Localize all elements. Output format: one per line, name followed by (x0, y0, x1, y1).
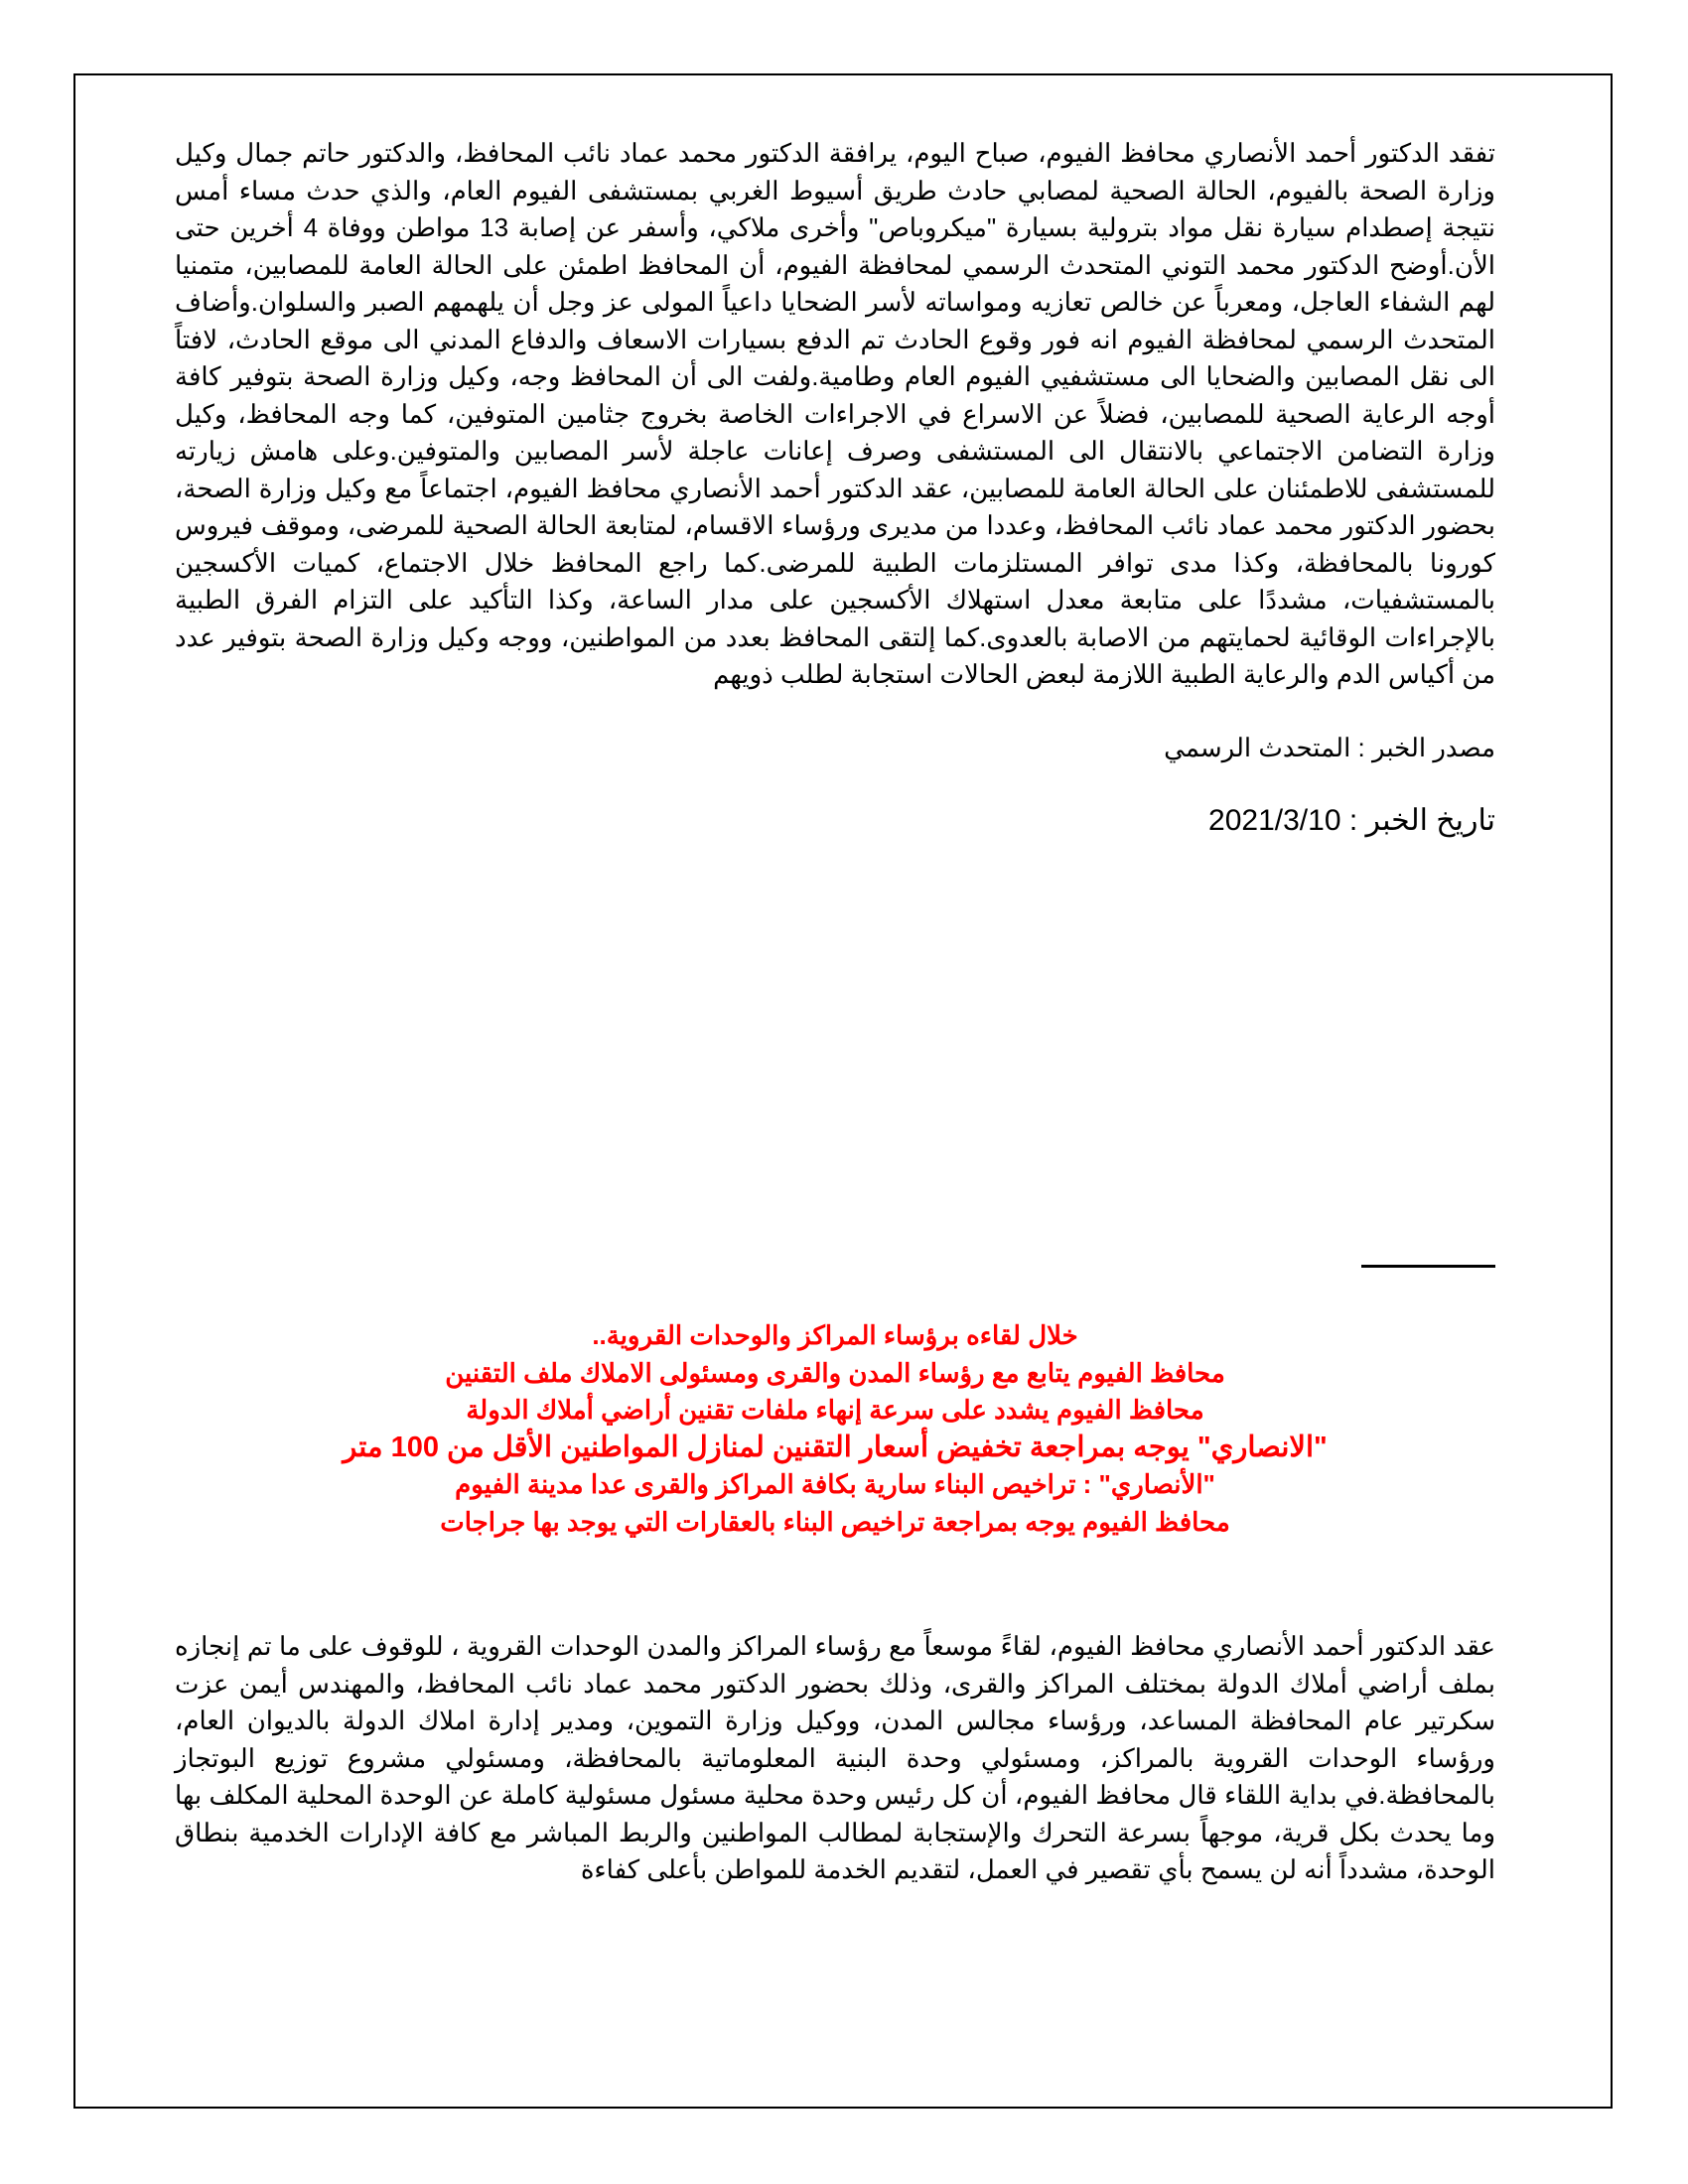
article-1-paragraph: تفقد الدكتور أحمد الأنصاري محافظ الفيوم، صباح اليوم، يرافقة الدكتور محمد عماد نائب المحافظ، والدكتور حاتم جمال وكيل وزارة الصحة بالفيوم، الحالة الصحية لمصابي حادث طريق أسيوط الغربي بمستشفى الفيوم العام، والذي حدث مساء أمس نتيجة إصطدام سيارة نقل مواد بترولية بسيارة "ميكروباص" وأخرى ملاكي، وأسفر عن إصابة 13 مواطن ووفاة 4 أخرين حتى الأن.أوضح الدكتور محمد التوني المتحدث الرسمي لمحافظة الفيوم، أن المحافظ اطمئن على الحالة العامة للمصابين، متمنيا لهم الشفاء العاجل، ومعرباً عن خالص تعازيه ومواساته لأسر الضحايا داعياً المولى عز وجل أن يلهمهم الصبر والسلوان.وأضاف المتحدث الرسمي لمحافظة الفيوم انه فور وقوع الحادث تم الدفع بسيارات الاسعاف والدفاع المدني الى موقع الحادث، لافتاً الى نقل المصابين والضحايا الى مستشفيي الفيوم العام وطامية.ولفت الى أن المحافظ وجه، وكيل وزارة الصحة بتوفير كافة أوجه الرعاية الصحية للمصابين، فضلاً عن الاسراع في الاجراءات الخاصة بخروج جثامين المتوفين، كما وجه المحافظ، وكيل وزارة التضامن الاجتماعي بالانتقال الى المستشفى وصرف إعانات عاجلة لأسر المصابين والمتوفين.وعلى هامش زيارته للمستشفى للاطمئنان على الحالة العامة للمصابين، عقد الدكتور أحمد الأنصاري محافظ الفيوم، اجتماعاً مع وكيل وزارة الصحة، بحضور الدكتور محمد عماد نائب المحافظ، وعددا من مديرى ورؤساء الاقسام، لمتابعة الحالة الصحية للمرضى، وموقف فيروس كورونا بالمحافظة، وكذا مدى توافر المستلزمات الطبية للمرضى.كما راجع المحافظ خلال الاجتماع، كميات الأكسجين بالمستشفيات، مشددًا على متابعة معدل استهلاك الأكسجين على مدار الساعة، وكذا التأكيد على التزام الفرق الطبية بالإجراءات الوقائية لحمايتهم من الاصابة بالعدوى.كما إلتقى المحافظ بعدد من المواطنين، ووجه وكيل وزارة الصحة بتوفير عدد من أكياس الدم والرعاية الطبية اللازمة لبعض الحالات استجابة لطلب ذويهم (175, 138, 1495, 689)
article-2-paragraph: عقد الدكتور أحمد الأنصاري محافظ الفيوم، لقاءً موسعاً مع رؤساء المراكز والمدن الوحدات القروية ، للوقوف على ما تم إنجازه بملف أراضي أملاك الدولة بمختلف المراكز والقرى، وذلك بحضور الدكتور محمد عماد نائب المحافظ، والمهندس أيمن عزت سكرتير عام المحافظة المساعد، ورؤساء مجالس المدن، ووكيل وزارة التموين، ومدير إدارة املاك الدولة بالديوان العام، ورؤساء الوحدات القروية بالمراكز، ومسئولي وحدة البنية المعلوماتية بالمحافظة، ومسئولي مشروع توزيع البوتجاز بالمحافظة.في بداية اللقاء قال محافظ الفيوم، أن كل رئيس وحدة محلية مسئول مسئولية كاملة عن الوحدة المحلية المكلف بها وما يحدث بكل قرية، موجهاً بسرعة التحرك والإستجابة لمطالب المواطنين والربط المباشر مع كافة الإدارات الخدمية بنطاق الوحدة، مشدداً أنه لن يسمح بأي تقصير في العمل، لتقديم الخدمة للمواطن بأعلى كفاءة (175, 1631, 1495, 1884)
article-2-headlines (175, 1317, 1495, 1541)
news-source: مصدر الخبر : المتحدث الرسمي (1164, 732, 1495, 762)
section-divider (1361, 1265, 1495, 1268)
headline-6: محافظ الفيوم يوجه بمراجعة تراخيص البناء بالعقارات التي يوجد بها جراجات (440, 1506, 1230, 1537)
headline-1: خلال لقاءه برؤساء المراكز والوحدات القروية.. (592, 1320, 1078, 1350)
headline-3: محافظ الفيوم يشدد على سرعة إنهاء ملفات تقنين أراضي أملاك الدولة (466, 1395, 1204, 1425)
document-page (175, 135, 1495, 839)
headline-5: "الأنصاري" : تراخيص البناء سارية بكافة المراكز والقرى عدا مدينة الفيوم (455, 1469, 1215, 1499)
headline-4: "الانصاري" يوجه بمراجعة تخفيض أسعار التقنين لمنازل المواطنين الأقل من 100 متر (343, 1431, 1328, 1463)
news-date: تاريخ الخبر : 2021/3/10 (1208, 803, 1495, 837)
headline-2: محافظ الفيوم يتابع مع رؤساء المدن والقرى ومسئولى الاملاك ملف التقنين (445, 1357, 1225, 1388)
article-2-body (175, 1628, 1495, 1889)
